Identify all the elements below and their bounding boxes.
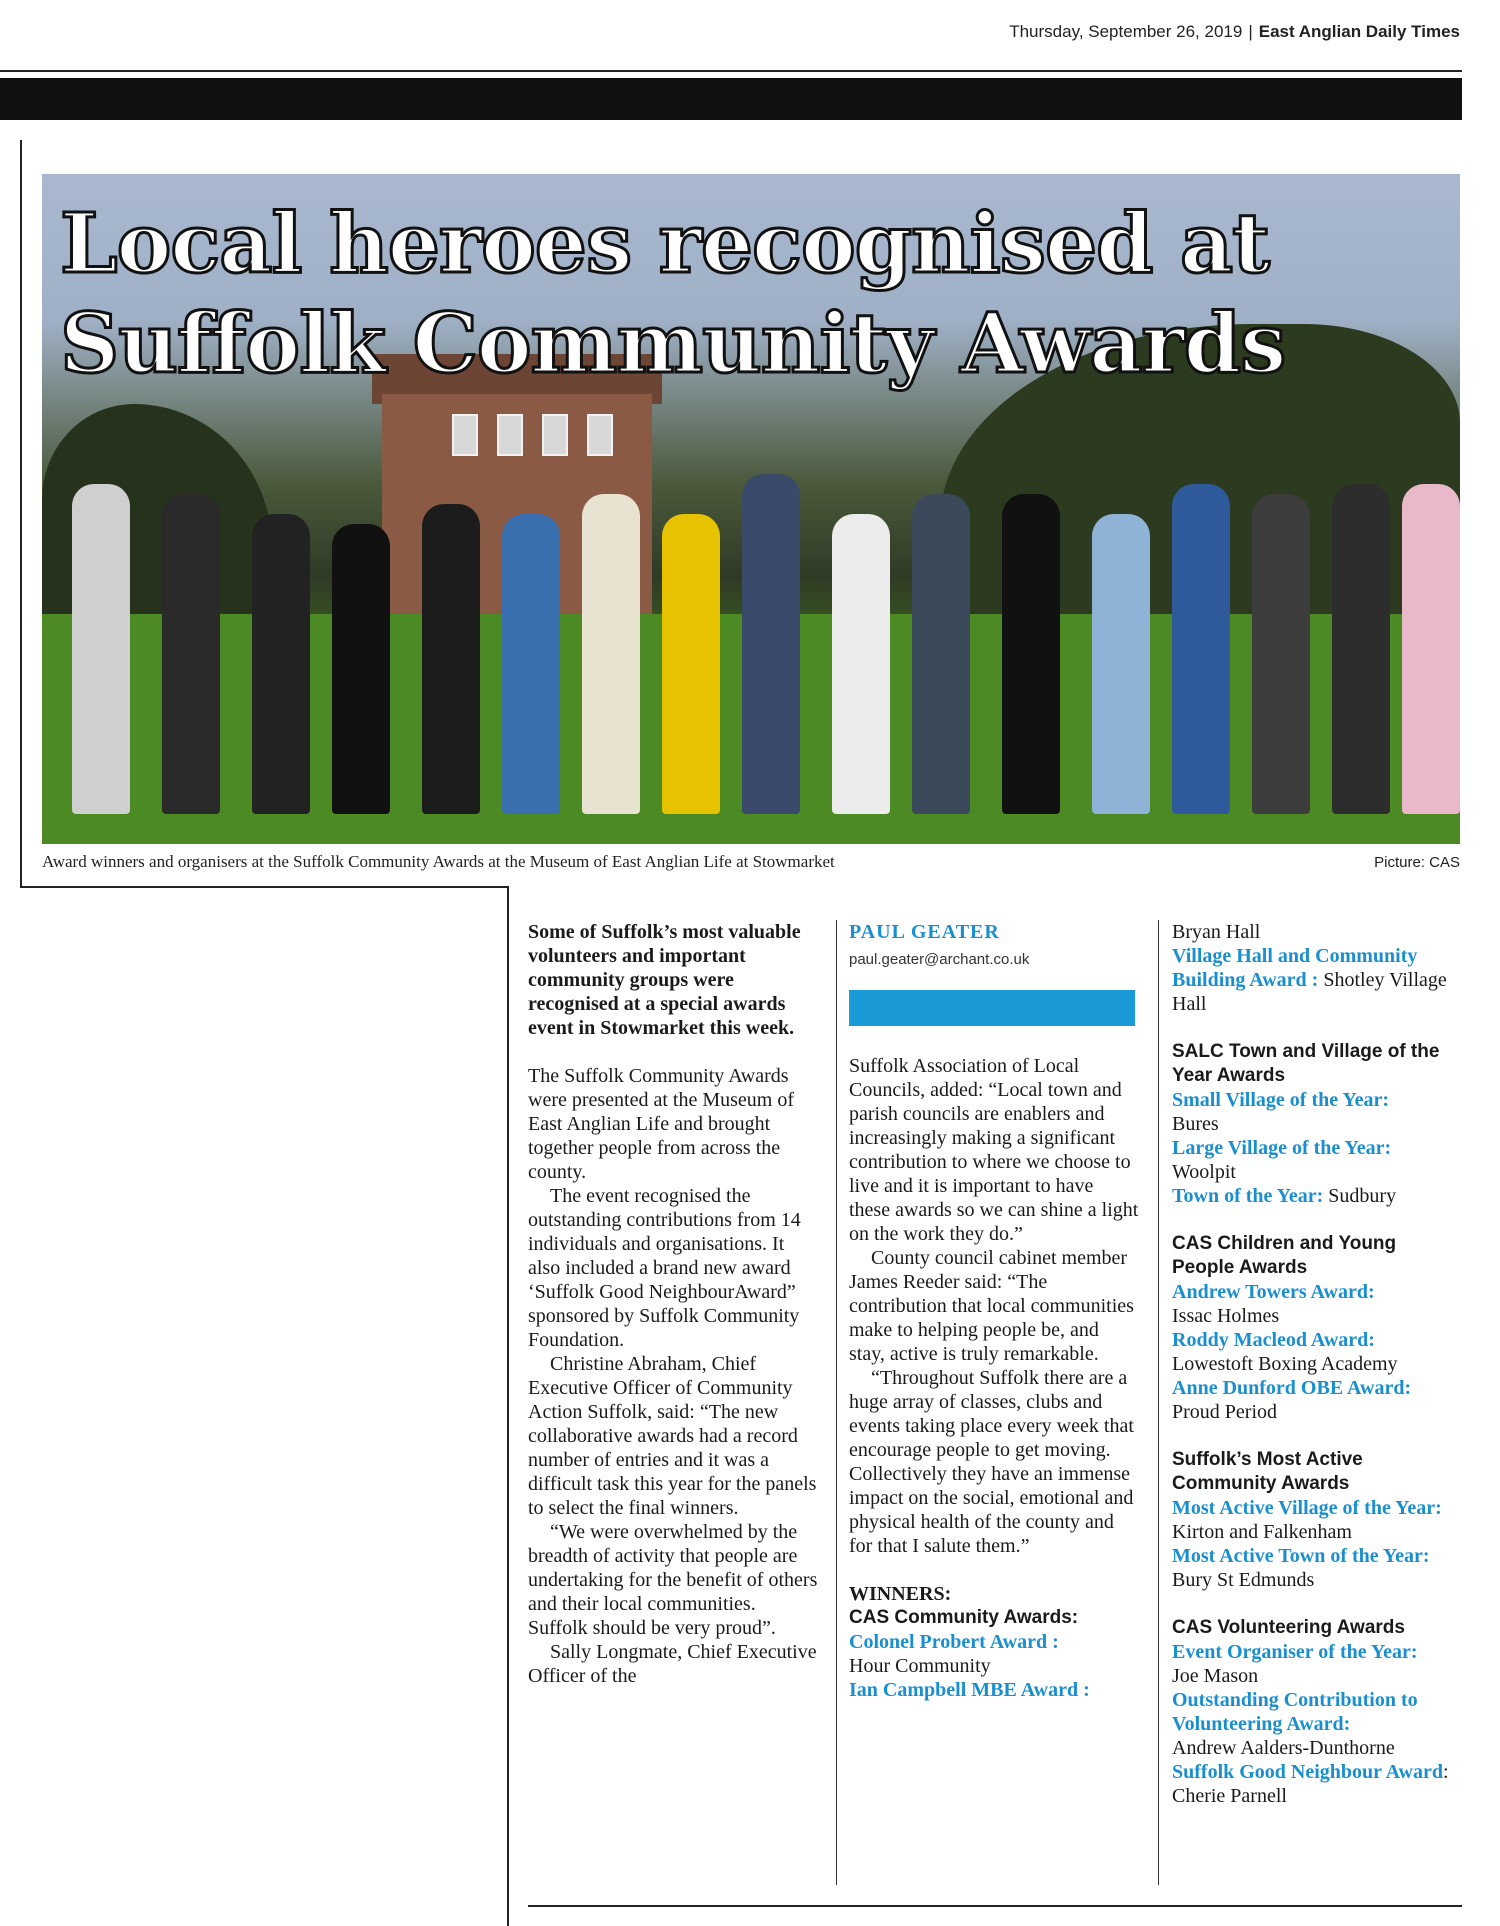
top-rule (0, 70, 1462, 72)
issue-date: Thursday, September 26, 2019 (1009, 22, 1243, 41)
paragraph: “We were overwhelmed by the breadth of activity that people are undertaking for the benefit of others and their local communities. Suffolk should be very proud”. (528, 1521, 818, 1639)
award-winner: Hour Community (849, 1655, 991, 1677)
photo-credit: Picture: CAS (1374, 854, 1460, 871)
award-winner: Bryan Hall (1172, 921, 1261, 943)
photo-person (162, 494, 220, 814)
byline-bar (849, 990, 1135, 1026)
photo-person (1172, 484, 1230, 814)
paper-name: East Anglian Daily Times (1258, 22, 1460, 41)
standfirst: Some of Suffolk’s most valuable volunteers and important community groups were recognised at a special awards event in Stowmarket this week. (528, 921, 801, 1039)
photo-person (582, 494, 640, 814)
paragraph: The event recognised the outstanding contributions from 14 individuals and organisations. It also included a brand new award ‘Suffolk Good NeighbourAward” sponsored by Suffolk Community Foundation. (528, 1185, 801, 1351)
award-name: Large Village of the Year: (1172, 1137, 1392, 1159)
headline-line-2: Suffolk Community Awards (60, 296, 1286, 392)
photo-person (1002, 494, 1060, 814)
paragraph: The Suffolk Community Awards were presented at the Museum of East Anglian Life and brought together people from across the county. (528, 1065, 795, 1183)
column-rule (1158, 920, 1159, 1885)
paragraph: Christine Abraham, Chief Executive Officer of Community Action Suffolk, said: “The new collaborative awards had a record number of entries and it was a difficult task this year for the panels to select the final winners. (528, 1353, 817, 1519)
photo-window (452, 414, 478, 456)
award-winner: : Cherie Parnell (1172, 1761, 1449, 1807)
award-winner: Bures (1172, 1113, 1219, 1135)
frame-line-column (507, 886, 509, 1926)
paragraph: County council cabinet member James Reeder said: “The contribution that local communities make to helping people be, and stay, active is truly remarkable. (849, 1247, 1134, 1365)
award-name: Suffolk Good Neighbour Award (1172, 1761, 1443, 1783)
award-name: Event Organiser of the Year: (1172, 1641, 1418, 1663)
award-winner: Shotley Village Hall (1172, 969, 1447, 1015)
winners-heading: WINNERS: (849, 1583, 952, 1605)
category-heading: CAS Community Awards: (849, 1607, 1079, 1628)
photo-person (662, 514, 720, 814)
award-name: Village Hall and Community Building Award : (1172, 945, 1418, 991)
award-winner: Andrew Aalders-Dunthorne (1172, 1737, 1395, 1759)
award-name: Colonel Probert Award : (849, 1631, 1059, 1653)
photo-person (252, 514, 310, 814)
bottom-rule (528, 1905, 1462, 1907)
paragraph: Suffolk Association of Local Councils, added: “Local town and parish councils are enablers and increasingly making a significant contribution to where we choose to live and it is important to have these awards so we can shine a light on the work they do.” (849, 1055, 1139, 1245)
award-name: Small Village of the Year: (1172, 1089, 1390, 1111)
category-heading: SALC Town and Village of the Year Awards (1172, 1041, 1440, 1086)
frame-line-bottom (20, 886, 508, 888)
award-name: Anne Dunford OBE Award: (1172, 1377, 1412, 1399)
masthead (1009, 22, 1460, 42)
photo-person (72, 484, 130, 814)
column-rule (836, 920, 837, 1885)
award-name: Town of the Year: (1172, 1185, 1324, 1207)
award-winner: Joe Mason (1172, 1665, 1259, 1687)
photo-person (742, 474, 800, 814)
article-column-2 (849, 920, 1139, 1702)
award-name: Most Active Village of the Year: (1172, 1497, 1442, 1519)
award-name: Ian Campbell MBE Award : (849, 1679, 1090, 1701)
award-winner: Woolpit (1172, 1161, 1236, 1183)
category-heading: CAS Children and Young People Awards (1172, 1233, 1397, 1278)
award-winner: Sudbury (1328, 1185, 1397, 1207)
photo-window (542, 414, 568, 456)
photo-person (1402, 484, 1460, 814)
category-heading: Suffolk’s Most Active Community Awards (1172, 1449, 1363, 1494)
award-winner: Lowestoft Boxing Academy (1172, 1353, 1398, 1375)
header-band (0, 78, 1462, 120)
frame-line-left (20, 140, 22, 887)
photo-person (502, 514, 560, 814)
photo-window (497, 414, 523, 456)
photo-window (587, 414, 613, 456)
photo-person (912, 494, 970, 814)
headline (60, 194, 1285, 394)
headline-line-1: Local heroes recognised at (60, 196, 1270, 292)
photo-caption: Award winners and organisers at the Suffolk Community Awards at the Museum of East Anglian Life at Stowmarket (42, 852, 835, 871)
paragraph: “Throughout Suffolk there are a huge array of classes, clubs and events taking place every week that encourage people to get moving. Collectively they have an immense impact on the social, emotional and physical health of the county and for that I salute them.” (849, 1367, 1134, 1557)
category-heading: CAS Volunteering Awards (1172, 1617, 1405, 1638)
photo-person (332, 524, 390, 814)
award-name: Andrew Towers Award: (1172, 1281, 1375, 1303)
byline-email[interactable]: paul.geater@archant.co.uk (849, 951, 1030, 968)
award-winner: Issac Holmes (1172, 1305, 1280, 1327)
article-column-3 (1172, 920, 1462, 1808)
award-winner: Kirton and Falkenham (1172, 1521, 1352, 1543)
photo-person (1092, 514, 1150, 814)
award-winner: Bury St Edmunds (1172, 1569, 1315, 1591)
award-winner: Proud Period (1172, 1401, 1277, 1423)
award-name: Roddy Macleod Award: (1172, 1329, 1375, 1351)
group-photo (42, 174, 1460, 844)
photo-person (422, 504, 480, 814)
photo-person (1252, 494, 1310, 814)
paragraph: Sally Longmate, Chief Executive Officer of the (528, 1641, 817, 1687)
article-column-1 (528, 920, 820, 1688)
byline-name: PAUL GEATER (849, 921, 1000, 943)
award-name: Outstanding Contribution to Volunteering Award: (1172, 1689, 1418, 1735)
photo-person (1332, 484, 1390, 814)
photo-person (832, 514, 890, 814)
award-name: Most Active Town of the Year: (1172, 1545, 1430, 1567)
masthead-separator: | (1248, 22, 1253, 41)
